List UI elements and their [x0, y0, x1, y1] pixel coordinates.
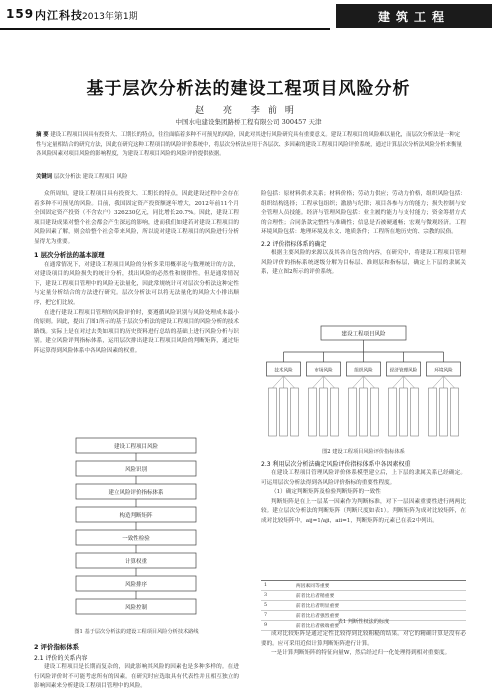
article-title: 基于层次分析法的建设工程项目风险分析	[86, 79, 411, 99]
article-authors: 赵 亮 李前明	[195, 106, 302, 116]
table-1-caption: 表1 判断性权法的标度	[337, 619, 390, 625]
table-row	[261, 601, 466, 611]
body-paragraph: 在通常情况下，对建设工程项目风险的分析多采用概率论与数理统计的方法，对建设项目的风险损失的统计分析，找出风险的必然性和规律性。但是通常情况下，建设工程项目管理中的风险无法量化，因此常规统计可对层次分析法这种定性与定量分析结合的方法进行研究。层次分析法可以将无法量化的风险大小排出顺序，把它们比较。	[34, 261, 239, 306]
flowchart-label: 建设工程项目风险	[113, 444, 159, 450]
hierarchy-criterion-label: 组织风险	[354, 368, 373, 374]
abstract-text: 建设工程项目因具有投资大、工期长的特点，往往面临着多种不可预见的风险，因此对其进行风险研究具有重要意义。建设工程项目的风险难以量化，而层次分析法是一种定性与定量相结合的研究方法，因此在研究这种工程项目的风险评价系统中，将层次分析法应用于各层次、多因素的建设工程项目风险评价系统，通过计算层次分析法风险分析来衡量各风险因素对项目风险的影响程度，为建设工程项目风险的风险评价提供依据。	[36, 132, 462, 157]
hierarchy-indicator-box	[349, 388, 357, 436]
flowchart-label: 风险识别	[124, 467, 148, 473]
hierarchy-indicator-box	[429, 388, 437, 436]
hierarchy-connector	[313, 376, 324, 388]
hierarchy-indicator-box	[411, 388, 419, 436]
hierarchy-indicator-box	[320, 388, 328, 436]
body-paragraph: 判断矩阵是在上一层某一因素作为判断标准，对下一层因素重要性进行两两比较。建立层次分析法的判断矩阵（判断尺度如表1）。判断矩阵为成对比较矩阵，在成对比较矩阵中，aij=1/aji，aii=1，判断矩阵的元素已在表2中列出。	[261, 498, 466, 524]
hierarchy-indicator-box	[371, 388, 379, 436]
subsection-heading: 2.2 评价指标体系的确定	[261, 240, 327, 248]
table-cell: 前者比后者明显重要	[293, 601, 466, 611]
table-cell: 3	[261, 591, 293, 601]
body-paragraph: 一是计算判断矩阵的特征向量W，然后经过归一化处理得到相对重要度。	[271, 650, 451, 657]
header-left	[0, 0, 330, 32]
hierarchy-indicator-box	[360, 388, 368, 436]
abstract	[36, 131, 464, 160]
right-column	[261, 190, 466, 278]
flowchart-label: 建立风险评价指标体系	[108, 490, 164, 496]
table-cell: 7	[261, 611, 293, 621]
abstract-label: 摘 要	[36, 132, 49, 138]
hierarchy-connector	[324, 376, 335, 388]
journal-brand: 内江科技	[35, 9, 83, 22]
section-banner	[336, 4, 492, 28]
hierarchy-connector	[273, 376, 284, 388]
page-header	[0, 0, 497, 32]
body-paragraph: 建设工程项目是长期而复杂的，因此影响其风险的因素也是多种多样的。在进行风险评价时不可能考虑所有的因素。在研究时应选取具有代表性并且相互独立的影响因素来分析建设工程项目管理中的风险。	[34, 664, 239, 690]
right-column-lower	[261, 630, 466, 659]
body-paragraph: 在建设工程项目管理风险评价体系模型建立后，上下层的隶属关系已经确定。可运用层次分析法得到各风险评价指标的重要性程度。	[261, 470, 466, 486]
flowchart-label: 风险控制	[124, 605, 148, 611]
figure-1-caption: 图1 基于层次分析法的建设工程项目风险分析技术路线	[74, 629, 199, 635]
article-affiliation: 中国水电建设集团路桥工程有限公司 300457 天津	[175, 118, 322, 126]
body-paragraph: 成对比较矩阵是通过定性比较得到比较粗糙的结果。对它的精确计算是没有必要的。应可采用近似计算判断矩阵进行计算。	[261, 631, 466, 647]
table-cell: 前者比后者稍重要	[293, 591, 466, 601]
hierarchy-indicator-box	[280, 388, 288, 436]
flowchart-label: 构造判断矩阵	[119, 513, 153, 519]
section-heading: 2 评价指标体系	[34, 643, 80, 651]
hierarchy-indicator-box	[389, 388, 397, 436]
page-number: 159	[6, 7, 35, 21]
subsection-heading: 2.3 利用层次分析法确定风险评价指标体系中各因素权重	[261, 461, 411, 468]
table-cell: 9	[261, 621, 293, 631]
section-label: 建筑工程	[377, 10, 450, 24]
table-row	[261, 581, 466, 591]
keywords-text: 层次分析法 建设工程项目 风险	[53, 174, 128, 180]
hierarchy-connector	[353, 376, 364, 388]
header-rule	[0, 28, 330, 30]
hierarchy-indicator-box	[400, 388, 408, 436]
hierarchy-connector	[393, 376, 404, 388]
hierarchy-indicator-box	[440, 388, 448, 436]
hierarchy-indicator-box	[291, 388, 299, 436]
table-row	[261, 591, 466, 601]
hierarchy-connector	[404, 376, 415, 388]
keywords	[36, 172, 464, 180]
hierarchy-connector	[364, 376, 375, 388]
hierarchy-connector	[444, 376, 455, 388]
hierarchy-criterion-label: 环境风险	[434, 368, 453, 374]
table-cell: 1	[261, 581, 293, 591]
table-cell: 前者比后者极端重要	[293, 621, 466, 631]
flowchart-label: 计算权重	[124, 559, 148, 565]
left-column-lower	[34, 640, 239, 692]
hierarchy-indicator-box	[451, 388, 459, 436]
body-paragraph: 根据主要风险的来源以及其各自包含的内容，在研究中，将建设工程项目管理风险评价的指标系统逐级分解为目标层、准则层和指标层，确定上下层的隶属关系，建立图2所示的评价系统。	[261, 249, 466, 276]
body-paragraph: 在进行建设工程项目管理的风险评价时，要遵循风险识别与风险处理成本最小的原则。因此，提出了图1所示的基于层次分析法的建设工程项目的风险分析的技术路线。实际上是在对过去类如项目的历史资料进行总结的基础上进行风险分析与识别。建立风险评判指标体系，运用层次排出建设工程项目风险的判断矩阵，通过矩阵运算得到风险体系中各风险因素的权重。	[34, 309, 239, 354]
hierarchy-indicator-box	[269, 388, 277, 436]
step-heading: （1）确定判断矩阵及检验判断矩阵的一致性	[271, 489, 381, 496]
hierarchy-connector	[284, 376, 295, 388]
intro-paragraph: 众所周知，建设工程项目具有投资大、工期长的特点，因此建设过程中会存在着多种不可预见的风险。目前，我国固定资产投资额逐年增大，2012年前11个月全国固定资产投资（不含农户）326230亿元，同比增长20.7%。因此，建设工程项目建设成果对整个社会都会产生深远的影响，进而我们如建若对建设工程项目的风险因素了解，则会给整个社会带来风险，所以说对建设工程项目的风险进行分析显得尤为重要。	[34, 191, 239, 245]
subsection-heading: 2.1 评价的关系内容	[34, 655, 88, 662]
issue-label: 2013年第1期	[82, 12, 138, 22]
table-cell: 5	[261, 601, 293, 611]
figure-1-flowchart	[34, 432, 239, 622]
body-paragraph: 险包括：原材料供求关系；材料价格；劳动力供应；劳动力价格，组织风险包括：组织结构选择；工程承包组织；激励与纪律；项目各参与方的能力；损失控制与安全管理人员技能。经济与管理风险包括：业主履约能力与支付能力；资金筹措方式的合理性；合同条款完整性与准确性；信息是否被硬通畅；宏观与微观经济。工程环境风险包括：地理环境及水文、地质条件；工程所在地历史的、宗教的民俗。	[261, 191, 466, 236]
hierarchy-indicator-box	[309, 388, 317, 436]
figure-2-caption: 图2 建设工程项目风险评价指标体系	[322, 449, 405, 455]
hierarchy-criterion-label: 市场风险	[314, 368, 333, 374]
table-cell: 前者比后者强烈重要	[293, 611, 466, 621]
hierarchy-criterion-label: 经济管理风险	[389, 368, 418, 374]
hierarchy-indicator-box	[331, 388, 339, 436]
table-cell: 两因素同等重要	[293, 581, 466, 591]
flowchart-label: 风险排序	[124, 582, 148, 588]
hierarchy-goal-label: 建设工程项目风险	[341, 331, 386, 338]
keywords-label: 关键词	[36, 174, 53, 180]
hierarchy-connector	[433, 376, 444, 388]
left-column	[34, 190, 239, 357]
flowchart-label: 一致性检验	[122, 536, 150, 542]
hierarchy-criterion-label: 技术风险	[274, 368, 293, 374]
section-heading: 1 层次分析法的基本原理	[34, 250, 105, 259]
figure-2-hierarchy	[261, 322, 466, 444]
right-column-mid	[261, 458, 466, 527]
